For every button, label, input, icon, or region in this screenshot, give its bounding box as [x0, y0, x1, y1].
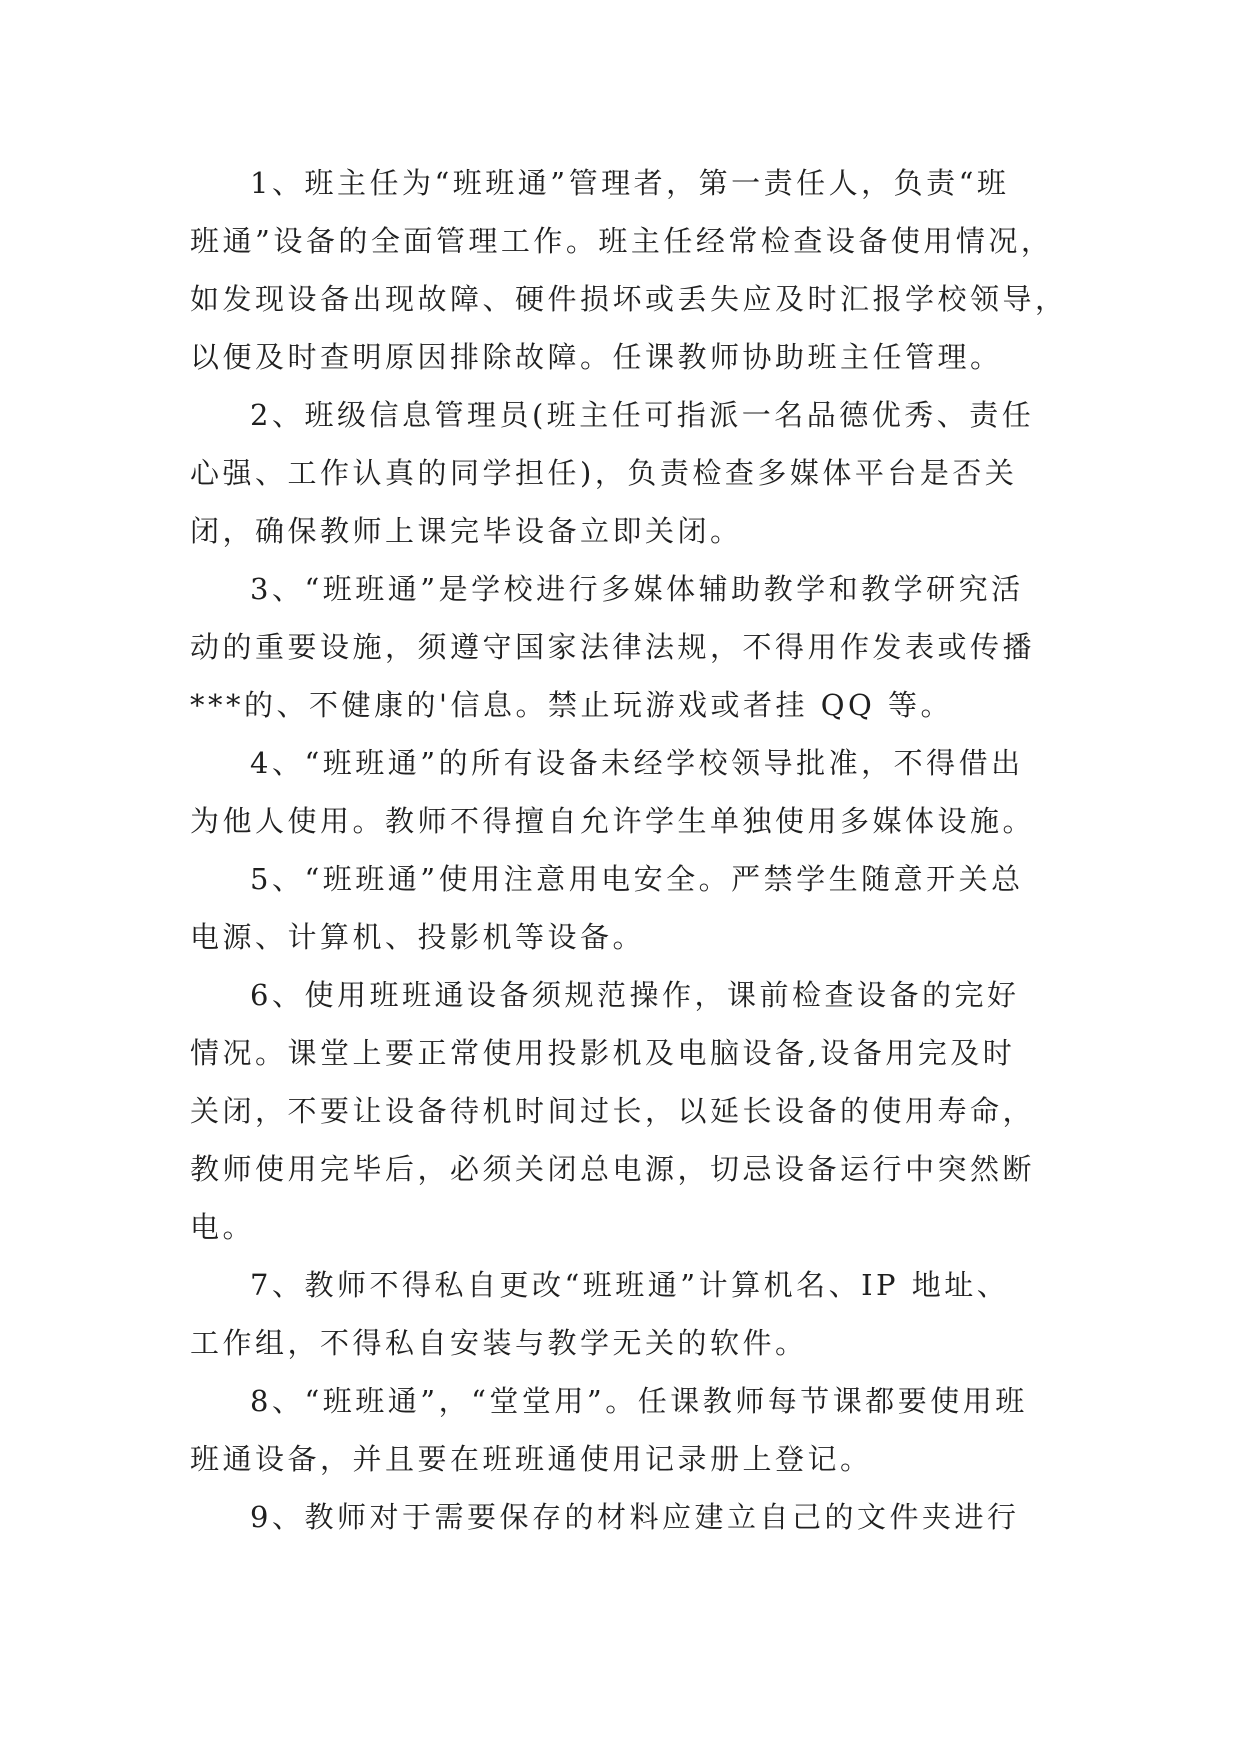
- rule-3-line-1: 3、“班班通”是学校进行多媒体辅助教学和教学研究活: [250, 572, 1024, 606]
- rule-1-line-3: 如发现设备出现故障、硬件损坏或丢失应及时汇报学校领导，: [190, 282, 1068, 316]
- rule-8-line-2: 班通设备，并且要在班班通使用记录册上登记。: [190, 1442, 873, 1476]
- rule-2-line-1: 2、班级信息管理员(班主任可指派一名品德优秀、责任: [250, 398, 1035, 432]
- rule-6-line-4: 教师使用完毕后，必须关闭总电源，切忌设备运行中突然断: [190, 1152, 1036, 1186]
- rule-1-line-4: 以便及时查明原因排除故障。任课教师协助班主任管理。: [190, 340, 1003, 374]
- rule-8-line-1: 8、“班班通”，“堂堂用”。任课教师每节课都要使用班: [250, 1384, 1028, 1418]
- rule-3-line-2: 动的重要设施，须遵守国家法律法规，不得用作发表或传播: [190, 630, 1036, 664]
- document-body: [190, 154, 1068, 1546]
- rule-5-line-1: 5、“班班通”使用注意用电安全。严禁学生随意开关总: [250, 862, 1024, 896]
- rule-4-line-1: 4、“班班通”的所有设备未经学校领导批准，不得借出: [250, 746, 1024, 780]
- rule-1-line-1: 1、班主任为“班班通”管理者，第一责任人，负责“班: [250, 166, 1010, 200]
- rule-6-line-5: 电。: [190, 1210, 256, 1244]
- rule-5-line-2: 电源、计算机、投影机等设备。: [190, 920, 646, 954]
- rule-6-line-2: 情况。课堂上要正常使用投影机及电脑设备,设备用完及时: [190, 1036, 1016, 1070]
- rule-2-line-3: 闭，确保教师上课完毕设备立即关闭。: [190, 514, 743, 548]
- rule-6-line-3: 关闭，不要让设备待机时间过长，以延长设备的使用寿命，: [190, 1094, 1036, 1128]
- rule-4-line-2: 为他人使用。教师不得擅自允许学生单独使用多媒体设施。: [190, 804, 1036, 838]
- rule-6-line-1: 6、使用班班通设备须规范操作，课前检查设备的完好: [250, 978, 1020, 1012]
- rule-3-line-3: ***的、不健康的'信息。禁止玩游戏或者挂 QQ 等。: [190, 688, 953, 722]
- rule-9-line-1: 9、教师对于需要保存的材料应建立自己的文件夹进行: [250, 1500, 1020, 1534]
- rule-7-line-1: 7、教师不得私自更改“班班通”计算机名、IP 地址、: [250, 1268, 1010, 1302]
- rule-2-line-2: 心强、工作认真的同学担任)，负责检查多媒体平台是否关: [190, 456, 1018, 490]
- rule-1-line-2: 班通”设备的全面管理工作。班主任经常检查设备使用情况，: [190, 224, 1054, 258]
- rule-7-line-2: 工作组，不得私自安装与教学无关的软件。: [190, 1326, 808, 1360]
